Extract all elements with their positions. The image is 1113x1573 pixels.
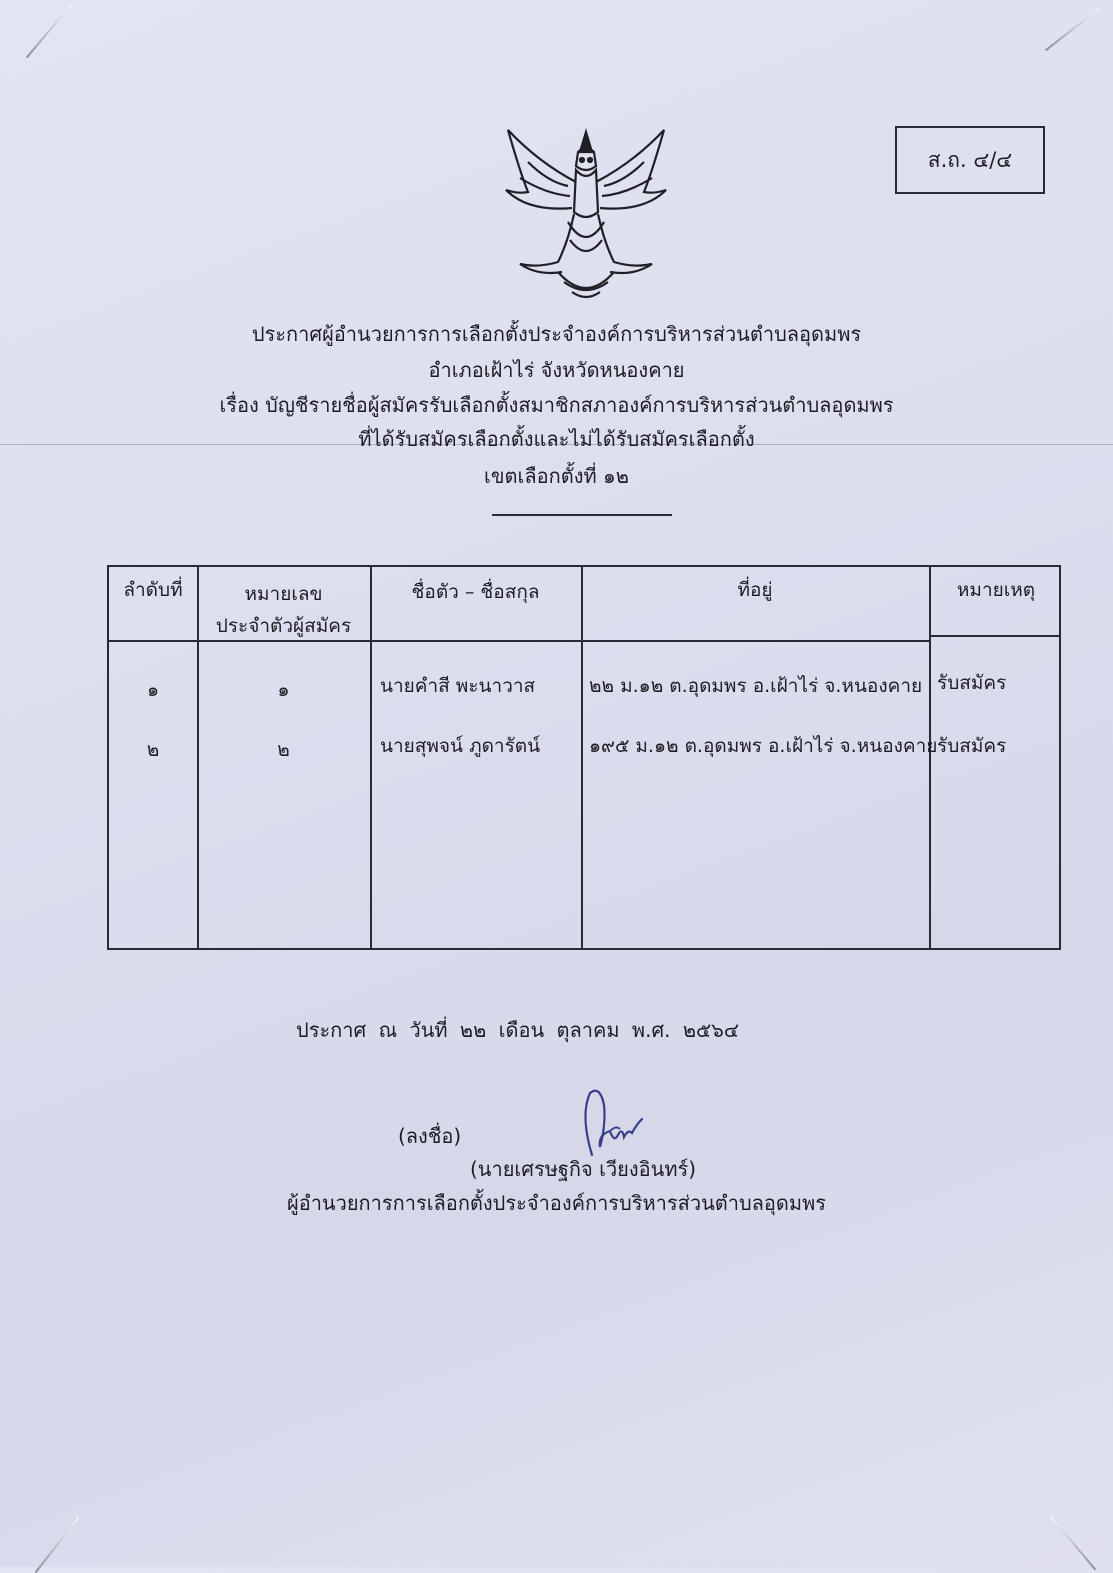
row-order: ๑	[146, 679, 160, 701]
sign-label: (ลงชื่อ)	[398, 1124, 462, 1148]
header-order: ลำดับที่	[123, 579, 183, 601]
header-remark: หมายเหตุ	[956, 579, 1036, 601]
header-name: ชื่อตัว – ชื่อสกุล	[411, 581, 540, 603]
header-address: ที่อยู่	[737, 579, 773, 601]
row-number: ๒	[277, 739, 290, 761]
form-code-box	[895, 126, 1045, 194]
row-address: ๒๒ ม.๑๒ ต.อุดมพร อ.เฝ้าไร่ จ.หนองคาย	[589, 675, 923, 697]
pin-bottom-left	[35, 1517, 80, 1573]
header-divider	[929, 635, 1059, 637]
title-line-1: ประกาศผู้อำนวยการการเลือกตั้งประจำองค์การบริหารส่วนตำบลอุดมพร	[251, 322, 862, 346]
column-divider	[370, 567, 372, 948]
signer-name: (นายเศรษฐกิจ เวียงอินทร์)	[470, 1157, 697, 1181]
column-divider	[581, 567, 583, 948]
signer-title: ผู้อำนวยการการเลือกตั้งประจำองค์การบริหารส่วนตำบลอุดมพร	[286, 1191, 827, 1215]
row-remark: รับสมัคร	[937, 672, 1007, 694]
header-candidate-no-line2: ประจำตัวผู้สมัคร	[215, 615, 352, 637]
row-name: นายคำสี พะนาวาส	[380, 675, 536, 697]
form-code: ส.ถ. ๔/๔	[927, 147, 1013, 172]
pin-bottom-right	[1050, 1516, 1097, 1571]
title-line-5: เขตเลือกตั้งที่ ๑๒	[484, 464, 629, 488]
row-name: นายสุพจน์ ภูดารัตน์	[380, 735, 541, 757]
title-line-2: อำเภอเฝ้าไร่ จังหวัดหนองคาย	[428, 358, 685, 382]
candidate-table	[107, 565, 1061, 950]
row-number: ๑	[277, 679, 290, 701]
row-order: ๒	[146, 739, 160, 761]
garuda-emblem-icon	[498, 122, 674, 304]
header-candidate-no-line1: หมายเลข	[244, 583, 323, 605]
pin-top-right	[1045, 7, 1101, 52]
title-underline	[492, 514, 672, 516]
announcement-date: ประกาศ ณ วันที่ ๒๒ เดือน ตุลาคม พ.ศ. ๒๕๖๔	[296, 1018, 740, 1042]
row-address: ๑๙๕ ม.๑๒ ต.อุดมพร อ.เฝ้าไร่ จ.หนองคาย	[589, 735, 938, 757]
pin-top-left	[26, 4, 73, 59]
title-line-4: ที่ได้รับสมัครเลือกตั้งและไม่ได้รับสมัครเลือกตั้ง	[358, 427, 755, 451]
handwritten-signature-icon	[570, 1085, 660, 1160]
title-line-3: เรื่อง บัญชีรายชื่อผู้สมัครรับเลือกตั้งสมาชิกสภาองค์การบริหารส่วนตำบลอุดมพร	[219, 393, 894, 417]
row-remark: รับสมัคร	[937, 735, 1007, 757]
